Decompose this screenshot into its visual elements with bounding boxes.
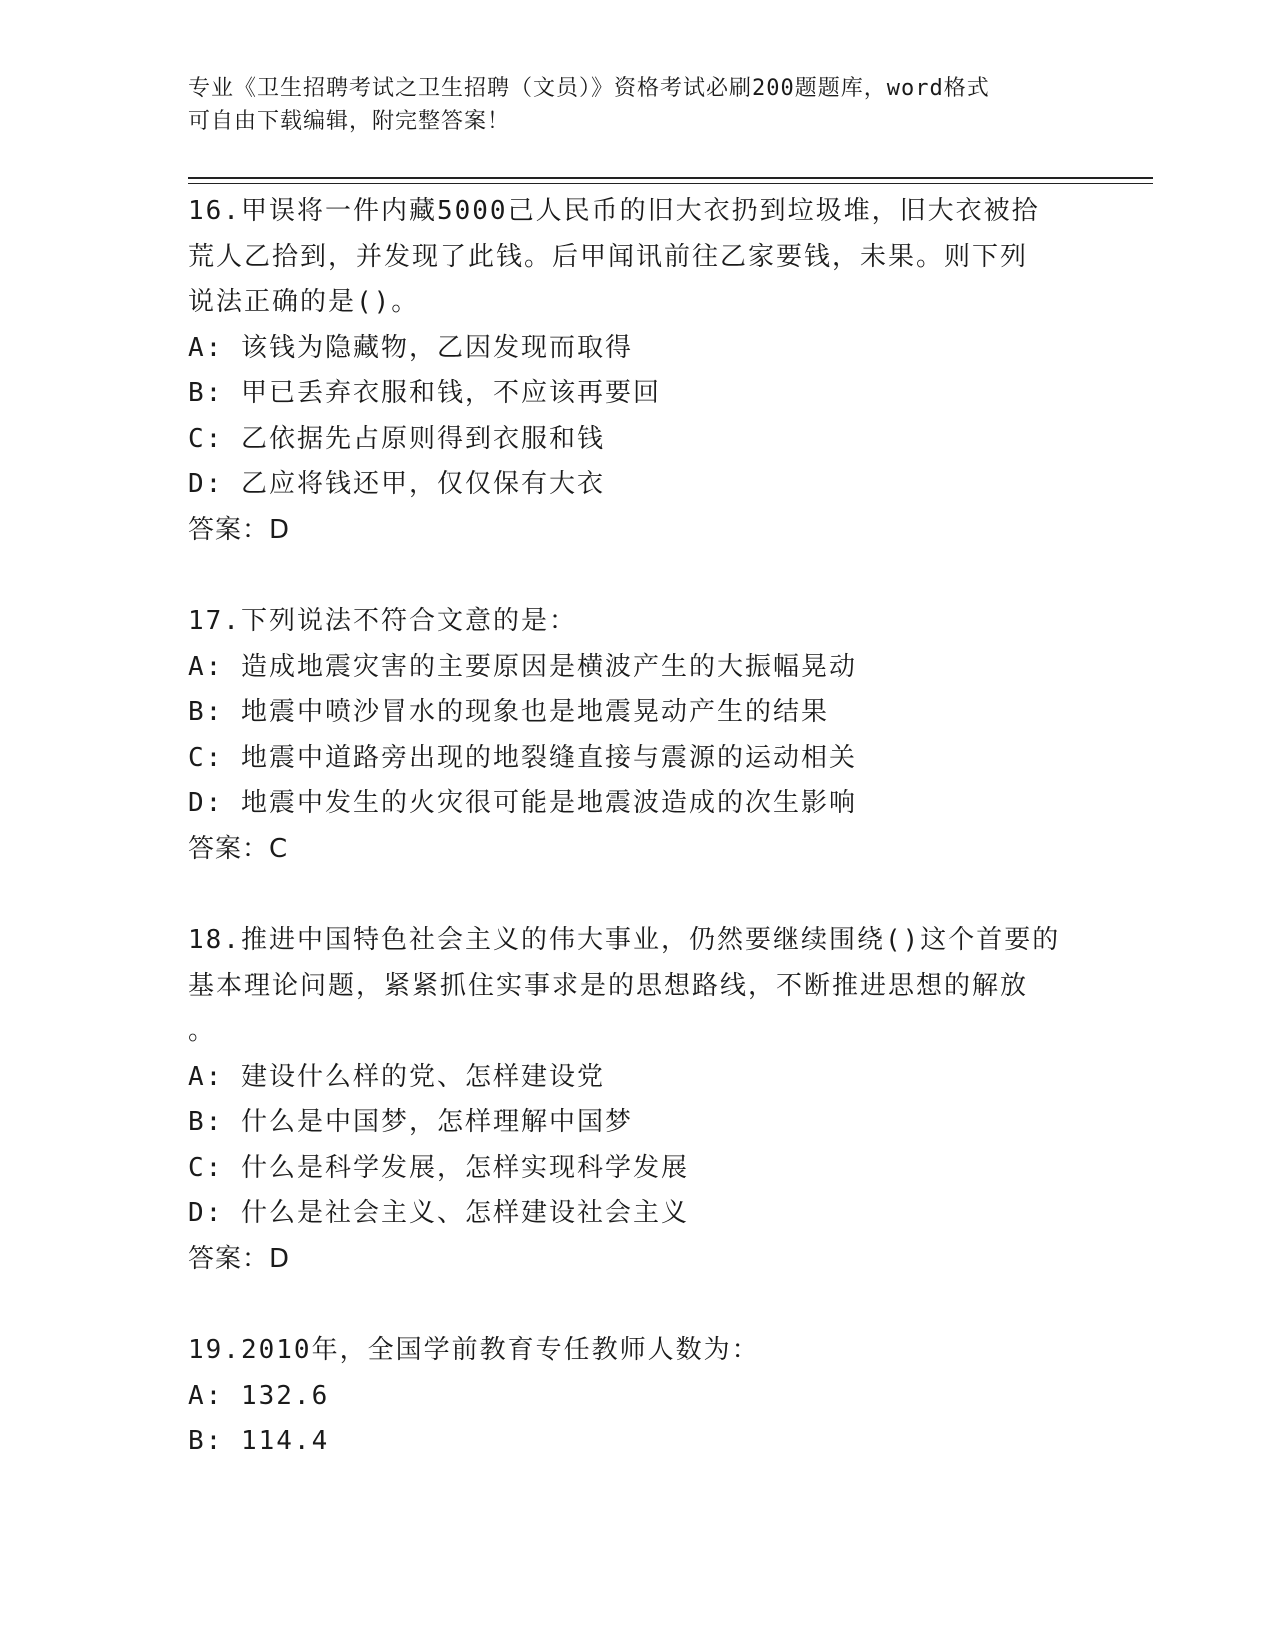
header-divider-thin	[188, 183, 1153, 184]
option-c: C: 什么是科学发展，怎样实现科学发展	[188, 1152, 689, 1183]
question-18	[188, 918, 1088, 1282]
question-stem-line: 17.下列说法不符合文意的是：	[188, 606, 577, 636]
option-b: B: 114.4	[188, 1426, 330, 1456]
header-line-2: 可自由下载编辑，附完整答案！	[188, 109, 511, 134]
question-list	[188, 189, 1088, 1465]
header-divider-thick	[188, 177, 1153, 179]
question-stem-line: 。	[188, 1016, 217, 1046]
answer-line: 答案：D	[188, 514, 291, 545]
question-spacer	[188, 1282, 1088, 1328]
question-spacer	[188, 553, 1088, 599]
option-b: B: 地震中喷沙冒水的现象也是地震晃动产生的结果	[188, 697, 829, 727]
option-a: A: 造成地震灾害的主要原因是横波产生的大振幅晃动	[188, 651, 857, 682]
question-stem-line: 16.甲误将一件内藏5000己人民币的旧大衣扔到垃圾堆，旧大衣被拾	[188, 196, 1040, 226]
question-spacer	[188, 872, 1088, 918]
question-stem-line: 19.2010年，全国学前教育专任教师人数为：	[188, 1335, 760, 1365]
option-d: D: 什么是社会主义、怎样建设社会主义	[188, 1198, 689, 1228]
answer-line: 答案：D	[188, 1243, 291, 1274]
question-stem-line: 基本理论问题，紧紧抓住实事求是的思想路线，不断推进思想的解放	[188, 970, 1029, 1001]
option-a: A: 132.6	[188, 1380, 330, 1411]
question-stem-line: 18.推进中国特色社会主义的伟大事业，仍然要继续围绕()这个首要的	[188, 925, 1061, 955]
answer-line: 答案：C	[188, 833, 289, 864]
option-d: D: 地震中发生的火灾很可能是地震波造成的次生影响	[188, 788, 857, 818]
header-line-1: 专业《卫生招聘考试之卫生招聘（文员）》资格考试必刷200题题库，word格式	[188, 76, 990, 101]
option-c: C: 地震中道路旁出现的地裂缝直接与震源的运动相关	[188, 742, 857, 773]
option-d: D: 乙应将钱还甲，仅仅保有大衣	[188, 469, 605, 499]
document-header	[188, 72, 1088, 138]
option-a: A: 该钱为隐藏物，乙因发现而取得	[188, 332, 633, 363]
option-b: B: 甲已丢弃衣服和钱，不应该再要回	[188, 378, 661, 408]
question-stem-line: 荒人乙拾到，并发现了此钱。后甲闻讯前往乙家要钱，未果。则下列	[188, 241, 1029, 272]
question-19	[188, 1328, 1088, 1465]
option-b: B: 什么是中国梦，怎样理解中国梦	[188, 1107, 633, 1137]
question-stem-line: 说法正确的是()。	[188, 287, 420, 317]
option-a: A: 建设什么样的党、怎样建设党	[188, 1061, 605, 1092]
option-c: C: 乙依据先占原则得到衣服和钱	[188, 423, 605, 454]
question-16	[188, 189, 1088, 553]
question-17	[188, 599, 1088, 872]
